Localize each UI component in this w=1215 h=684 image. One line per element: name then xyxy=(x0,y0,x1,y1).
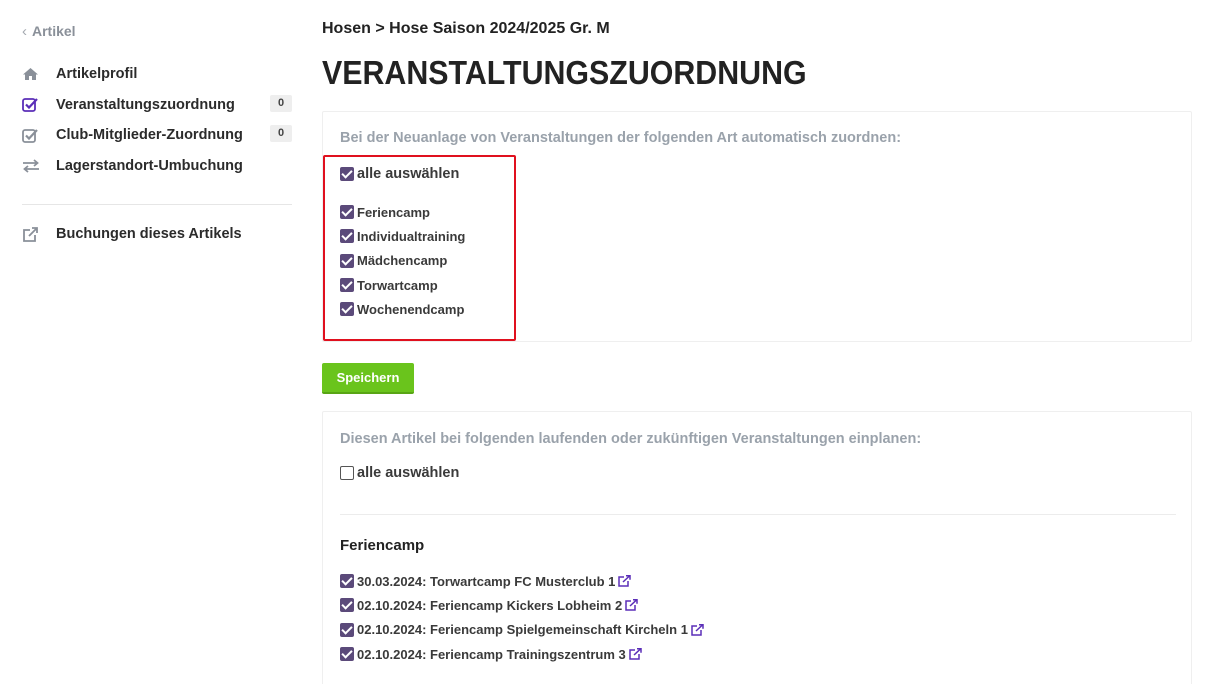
event-type-label: Wochenendcamp xyxy=(357,301,465,317)
back-link-label: Artikel xyxy=(32,23,76,39)
checkbox-checked[interactable] xyxy=(340,302,354,316)
divider xyxy=(340,514,1176,515)
sidebar-item-artikelprofil[interactable] xyxy=(22,59,292,90)
event-type-torwartcamp[interactable] xyxy=(340,273,465,297)
sidebar-divider xyxy=(22,204,292,205)
event-label: 02.10.2024: Feriencamp Spielgemeinschaft Kircheln 1 xyxy=(357,622,688,638)
checkbox-checked[interactable] xyxy=(340,574,354,588)
checkbox-checked[interactable] xyxy=(340,623,354,637)
checkbox-checked[interactable] xyxy=(340,167,354,181)
sidebar-item-veranstaltungszuordnung[interactable] xyxy=(22,90,292,121)
select-all-label: alle auswählen xyxy=(357,465,460,481)
page-title: VERANSTALTUNGSZUORDNUNG xyxy=(322,54,807,91)
event-group-title: Feriencamp xyxy=(340,537,425,554)
back-link[interactable] xyxy=(22,22,292,40)
sidebar-item-label: Buchungen dieses Artikels xyxy=(56,226,242,243)
select-all-label: alle auswählen xyxy=(357,166,460,182)
event-row xyxy=(340,593,704,617)
checkbox-unchecked[interactable] xyxy=(340,466,354,480)
planning-intro: Diesen Artikel bei folgenden laufenden oder zukünftigen Veranstaltungen einplanen: xyxy=(340,431,922,447)
external-link-icon[interactable] xyxy=(625,599,638,611)
event-type-label: Mädchencamp xyxy=(357,253,448,269)
external-link-icon xyxy=(22,227,56,242)
planning-panel xyxy=(322,411,1192,684)
sidebar-nav xyxy=(22,59,292,181)
event-type-label: Individualtraining xyxy=(357,228,466,244)
checkbox-icon xyxy=(22,97,56,112)
chevron-left-icon: ‹ xyxy=(22,22,27,40)
sidebar-item-label: Artikelprofil xyxy=(56,66,138,83)
event-row xyxy=(340,642,704,666)
select-all-events-checkbox[interactable] xyxy=(340,465,459,481)
event-type-wochenendcamp[interactable] xyxy=(340,297,465,321)
home-icon xyxy=(22,67,56,81)
checkbox-checked[interactable] xyxy=(340,647,354,661)
event-row xyxy=(340,618,704,642)
sidebar-item-label: Club-Mitglieder-Zuordnung xyxy=(56,127,243,144)
event-list xyxy=(340,569,704,666)
event-type-label: Torwartcamp xyxy=(357,277,438,293)
sidebar-item-buchungen[interactable] xyxy=(22,219,292,250)
sidebar xyxy=(22,22,292,250)
sidebar-item-label: Veranstaltungszuordnung xyxy=(56,96,235,113)
count-badge: 0 xyxy=(270,95,292,112)
event-type-label: Feriencamp xyxy=(357,204,430,220)
event-label: 02.10.2024: Feriencamp Kickers Lobheim 2 xyxy=(357,597,623,613)
sidebar-item-club-mitglieder-zuordnung[interactable] xyxy=(22,120,292,151)
event-type-individualtraining[interactable] xyxy=(340,224,465,248)
event-label: 02.10.2024: Feriencamp Trainingszentrum 3 xyxy=(357,646,626,662)
checkbox-checked[interactable] xyxy=(340,254,354,268)
event-type-list xyxy=(340,200,465,321)
checkbox-checked[interactable] xyxy=(340,598,354,612)
sidebar-item-lagerstandort-umbuchung[interactable] xyxy=(22,151,292,182)
select-all-types-checkbox[interactable] xyxy=(340,166,459,182)
breadcrumb: Hosen > Hose Saison 2024/2025 Gr. M xyxy=(322,20,610,37)
highlight-frame xyxy=(323,155,516,341)
event-type-feriencamp[interactable] xyxy=(340,200,465,224)
event-label: 30.03.2024: Torwartcamp FC Musterclub 1 xyxy=(357,573,616,589)
sidebar-item-label: Lagerstandort-Umbuchung xyxy=(56,157,243,174)
external-link-icon[interactable] xyxy=(691,624,704,636)
external-link-icon[interactable] xyxy=(618,575,631,587)
checkbox-checked[interactable] xyxy=(340,205,354,219)
main-content xyxy=(322,20,1192,662)
external-link-icon[interactable] xyxy=(629,648,642,660)
save-button[interactable]: Speichern xyxy=(322,363,414,394)
event-type-maedchencamp[interactable] xyxy=(340,249,465,273)
checkbox-checked[interactable] xyxy=(340,278,354,292)
auto-assign-panel xyxy=(322,111,1192,342)
auto-assign-intro: Bei der Neuanlage von Veranstaltungen der folgenden Art automatisch zuordnen: xyxy=(340,130,902,146)
count-badge: 0 xyxy=(270,125,292,142)
transfer-icon xyxy=(22,159,56,173)
checkbox-checked[interactable] xyxy=(340,229,354,243)
checkbox-icon xyxy=(22,128,56,143)
event-row xyxy=(340,569,704,593)
